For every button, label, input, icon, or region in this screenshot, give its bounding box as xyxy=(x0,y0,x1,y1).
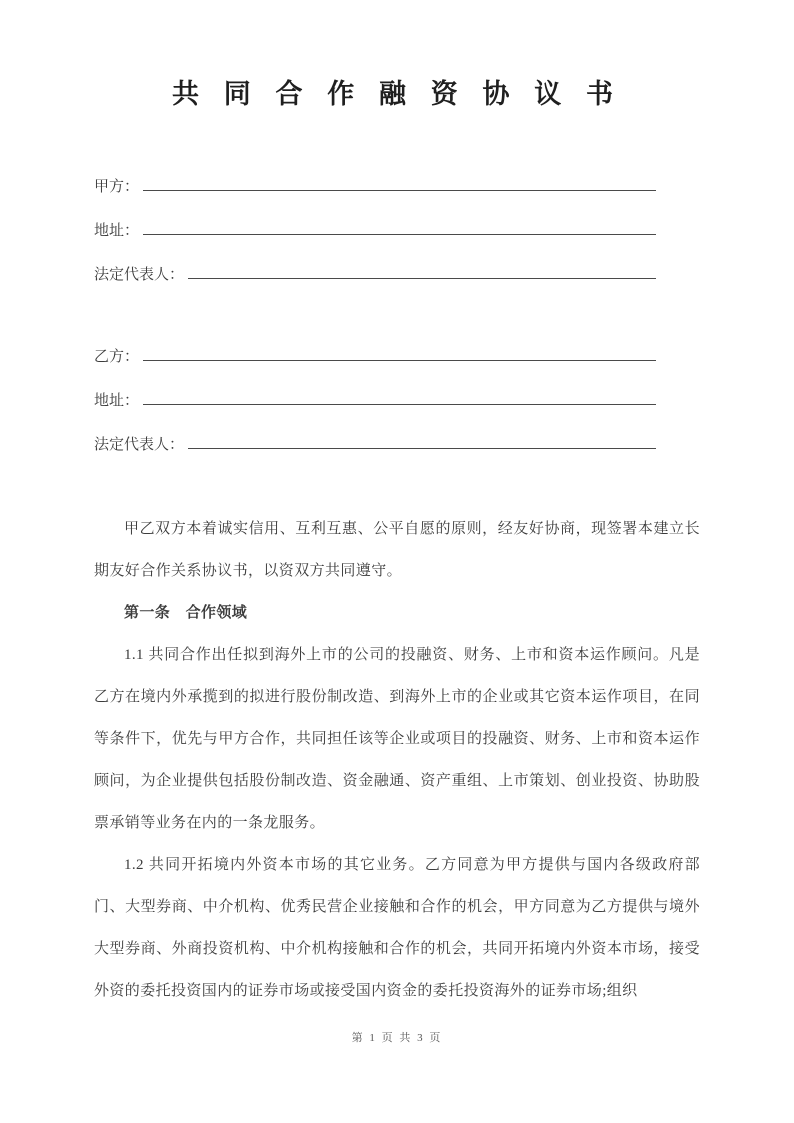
party-a-address-input-line[interactable] xyxy=(143,218,656,235)
party-b-name-label: 乙方： xyxy=(94,349,140,365)
party-a-block xyxy=(94,174,700,282)
party-a-name-row xyxy=(94,174,700,194)
party-b-address-row xyxy=(94,388,700,408)
clause-1-2-paragraph: 1.2 共同开拓境内外资本市场的其它业务。乙方同意为甲方提供与国内各级政府部门、大型券商、中介机构、优秀民营企业接触和合作的机会，甲方同意为乙方提供与境外大型券商、外商投资机构、中介机构接触和合作的机会，共同开拓境内外资本市场，接受外资的委托投资国内的证券市场或接受国内资金的委托投资海外的证券市场;组织 xyxy=(94,857,700,999)
party-a-address-row xyxy=(94,218,700,238)
party-a-address-label: 地址： xyxy=(94,223,140,239)
party-a-legal-rep-row xyxy=(94,262,700,282)
party-b-address-input-line[interactable] xyxy=(143,388,656,405)
party-a-legal-rep-label: 法定代表人： xyxy=(94,267,185,283)
document-title: 共 同 合 作 融 资 协 议 书 xyxy=(172,79,622,109)
party-b-block xyxy=(94,344,700,452)
party-b-name-row xyxy=(94,344,700,364)
party-b-address-label: 地址： xyxy=(94,393,140,409)
party-b-legal-rep-row xyxy=(94,432,700,452)
party-a-name-label: 甲方： xyxy=(94,179,140,195)
section-1-heading: 第一条 合作领域 xyxy=(124,605,248,621)
party-b-name-input-line[interactable] xyxy=(143,344,656,361)
page-number-footer: 第 1 页 共 3 页 xyxy=(351,1032,443,1044)
clause-1-1-paragraph: 1.1 共同合作出任拟到海外上市的公司的投融资、财务、上市和资本运作顾问。凡是乙方在境内外承揽到的拟进行股份制改造、到海外上市的企业或其它资本运作项目，在同等条件下，优先与甲方合作，共同担任该等企业或项目的投融资、财务、上市和资本运作顾问，为企业提供包括股份制改造、资金融通、资产重组、上市策划、创业投资、协助股票承销等业务在内的一条龙服务。 xyxy=(94,647,700,831)
party-b-legal-rep-input-line[interactable] xyxy=(188,432,656,449)
intro-paragraph: 甲乙双方本着诚实信用、互利互惠、公平自愿的原则，经友好协商，现签署本建立长期友好合作关系协议书，以资双方共同遵守。 xyxy=(94,521,700,579)
party-a-legal-rep-input-line[interactable] xyxy=(188,262,656,279)
document-body xyxy=(94,508,700,1012)
party-a-name-input-line[interactable] xyxy=(143,174,656,191)
party-b-legal-rep-label: 法定代表人： xyxy=(94,437,185,453)
